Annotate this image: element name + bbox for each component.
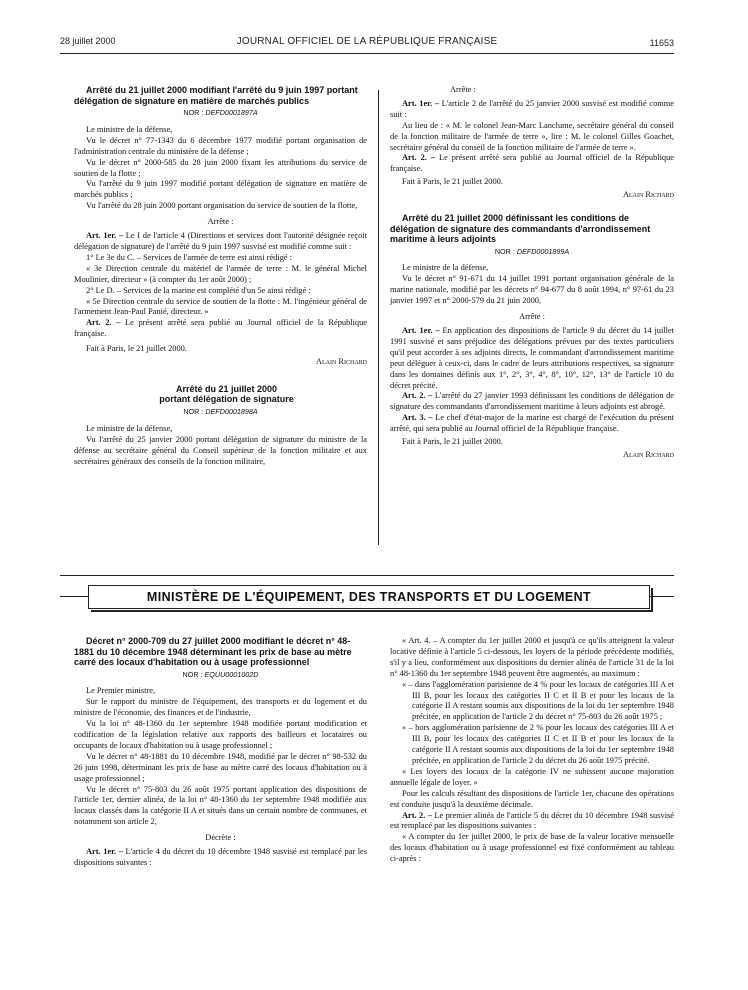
ministry-right-line	[650, 596, 674, 597]
list	[390, 680, 674, 767]
paragraph: Le Premier ministre,	[86, 686, 156, 696]
list-item: « – hors agglomération parisienne de 2 % pour les locaux des catégories III A et III B, pour les locaux des catégories II C et II B et pour les locaux de la catégorie II A restant soumis aux dispositions de la loi du 1er septembre 1948 précitée, en application de l'article 2 du décret du 26 août 1975 précité.	[402, 723, 674, 765]
article-1: Art. 1er. – L'article 4 du décret du 10 décembre 1948 susvisé est remplacé par les dispositions suivantes :	[74, 847, 368, 867]
article-2: Art. 2. – L'arrêté du 27 janvier 1993 définissant les conditions de délégation de signature des commandants d'arrondissement maritime à leurs adjoints est abrogé.	[390, 391, 675, 412]
column-divider	[378, 90, 379, 545]
arrete-heading: Arrête :	[207, 217, 234, 227]
paragraph: Le ministre de la défense,	[86, 423, 173, 433]
page-header	[60, 36, 674, 52]
signatory: Alain Richard	[315, 357, 367, 367]
right-column	[390, 85, 674, 461]
paragraph: Vu l'arrêté du 25 janvier 2000 portant délégation de signature du ministre de la défense au secrétaire général du Conseil supérieur de la fonction militaire et aux secrétaires généraux des conseils de la fonction militaire,	[74, 434, 367, 466]
arrete-heading: Arrête :	[519, 312, 545, 322]
paragraph: Sur le rapport du ministre de l'équipement, des transports et du logement et du ministre de l'économie, des finances et de l'industrie,	[74, 697, 367, 718]
left-column	[74, 85, 367, 467]
header-date: 28 juillet 2000	[60, 36, 116, 46]
arrete-1-title: Arrêté du 21 juillet 2000 modifiant l'arrêté du 9 juin 1997 portant délégation de signature en matière de marchés publics	[74, 85, 358, 106]
paragraph: Pour les calculs résultant des dispositions de l'article 1er, chacune des opérations est conduite jusqu'à la deuxième décimale.	[390, 788, 674, 809]
signature-date: Fait à Paris, le 21 juillet 2000.	[402, 437, 503, 447]
ministry-top-rule	[60, 575, 674, 576]
paragraph: Vu la loi n° 48-1360 du 1er septembre 1948 modifiée portant modification et codification de la législation relative aux rapports des bailleurs et locataires ou occupants de locaux d'habitation ou à usage professionnel ;	[74, 719, 367, 750]
paragraph: Vu l'arrêté du 9 juin 1997 modifié portant délégation de signature en matière de marchés publics ;	[74, 179, 367, 200]
paragraph: Vu le décret n° 75-803 du 26 août 1975 portant application des dispositions de l'article 1er, dernier alinéa, de la loi n° 48-1360 du 1er septembre 1948 modifiée aux locaux classés dans la catégorie II A et situés dans un certain nombre de communes, et notamment son article 2,	[74, 784, 367, 827]
arrete-2-title: Arrêté du 21 juillet 2000	[175, 383, 278, 394]
paragraph: Vu le décret n° 77-1343 du 6 décembre 1977 modifié portant organisation de l'administration centrale du ministère de la défense ;	[74, 135, 367, 156]
decret-nor: NOR : EQUU0001002D	[182, 669, 259, 679]
signature-date: Fait à Paris, le 21 juillet 2000.	[402, 177, 503, 187]
ministry-title: MINISTÈRE DE L'ÉQUIPEMENT, DES TRANSPORTS ET DU LOGEMENT	[88, 585, 650, 609]
bottom-right-column	[390, 636, 674, 865]
signatory: Alain Richard	[622, 190, 674, 200]
paragraph: Le ministre de la défense,	[402, 263, 489, 273]
article-3: Art. 3. – Le chef d'état-major de la marine est chargé de l'exécution du présent arrêté, qui sera publié au Journal officiel de la République française.	[390, 413, 674, 434]
decrete-heading: Décrète :	[205, 833, 236, 843]
paragraph: Le ministre de la défense,	[86, 124, 173, 134]
page-number: 11653	[649, 38, 674, 48]
arrete-3-nor: NOR : DEFD0001899A	[494, 246, 570, 256]
bottom-left-column	[74, 636, 367, 869]
paragraph: Vu le décret n° 2000-585 du 28 juin 2000 fixant les attributions du service de soutien de la flotte ;	[74, 157, 367, 178]
paragraph: Vu l'arrêté du 28 juin 2000 portant organisation du service de soutien de la flotte,	[86, 201, 358, 211]
article-2: Art. 2. – Le premier alinéa de l'article 5 du décret du 10 décembre 1948 susvisé est remplacé par les dispositions suivantes :	[390, 810, 674, 831]
paragraph: « 3e Direction centrale du matériel de l'armée de terre : M. le général Michel Moulinier, directeur » (à compter du 1er août 2000) ;	[74, 263, 367, 284]
paragraph: « A compter du 1er juillet 2000, le prix de base de la valeur locative mensuelle des locaux d'habitation ou à usage professionnel est fixé conformément au tableau ci-après :	[390, 832, 674, 864]
paragraph: 1° Le 3e du C. – Services de l'armée de terre est ainsi rédigé :	[86, 252, 293, 262]
arrete-2-nor: NOR : DEFD0001898A	[183, 406, 258, 416]
journal-title: JOURNAL OFFICIEL DE LA RÉPUBLIQUE FRANÇAISE	[236, 36, 498, 47]
article-2: Art. 2. – Le présent arrêté sera publié au Journal officiel de la République française.	[390, 153, 675, 174]
signature-date: Fait à Paris, le 21 juillet 2000.	[86, 344, 187, 354]
paragraph: Vu le décret n° 48-1881 du 10 décembre 1948, modifié par le décret n° 98-532 du 26 juin 1998, déterminant les prix de base au mètre carré des locaux d'habitation ou à usage professionnel ;	[74, 751, 367, 783]
article-1: Art. 1er. – Le I de l'article 4 (Directions et services dont l'autorité désignée reçoit délégation de signature) de l'arrêté du 9 juin 1997 susvisé est modifié comme suit :	[74, 231, 367, 251]
signatory: Alain Richard	[622, 449, 674, 459]
article-1: Art. 1er. – En application des dispositions de l'article 9 du décret du 14 juillet 1991 susvisé et sans préjudice des délégations prévues par des textes particuliers qu'il peut accorder à ses adjoints directs, le commandant d'arrondissement maritime peut déléguer à ceux-ci, dans le cadre de leurs attributions respectives, sa signature dans les domaines définis aux 1°, 2°, 3°, 4°, 8°, 10°, 12°, 13° de l'article 10 du décret précité.	[390, 326, 675, 390]
header-divider	[60, 53, 674, 54]
paragraph: Vu le décret n° 91-671 du 14 juillet 1991 portant organisation générale de la marine nationale, modifié par les décrets n° 94-677 du 8 août 1994, n° 97-61 du 23 janvier 1997 et n° 2000-579 du 21 juin 2000,	[390, 274, 674, 306]
article-1: Art. 1er. – L'article 2 de l'arrêté du 25 janvier 2000 susvisé est modifié comme suit :	[390, 98, 675, 119]
list-item: « – dans l'agglomération parisienne de 4 % pour les locaux de catégories III A et III B, pour les locaux des catégories II C et II B et pour les locaux de la catégorie II A restant soumis aux dispositions de la loi du 1er septembre 1948 précitée, en application de l'article 2 du décret n° 75-803 du 26 août 1975 ;	[402, 679, 674, 722]
paragraph: 2° Le D. – Services de la marine est complété d'un 5e ainsi rédigé :	[86, 285, 311, 295]
arrete-2-subtitle: portant délégation de signature	[159, 394, 294, 405]
paragraph: « 5e Direction centrale du service de soutien de la flotte : M. l'ingénieur général de l'armement Jean-Paul Panié, directeur. »	[74, 296, 367, 317]
paragraph: Au lieu de : « M. le colonel Jean-Marc Lanclume, secrétaire général du conseil de la fonction militaire de l'armée de terre », lire : M. le colonel Gilles Goachet, secrétaire général du conseil de la fonction militaire de l'armée de terre ».	[390, 120, 674, 152]
paragraph: « Art. 4. – A compter du 1er juillet 2000 et jusqu'à ce qu'ils atteignent la valeur locative définie à l'article 5 ci-dessous, les loyers de la période précédente modifiés, s'il y a lieu, conformément aux dispositions du dernier alinéa de l'article 31 de la loi n° 48-1360 du 1er septembre 1948 peuvent être augmentés, au maximum :	[390, 636, 674, 678]
arrete-1-nor: NOR : DEFD0001897A	[183, 108, 258, 117]
decret-title: Décret n° 2000-709 du 27 juillet 2000 modifiant le décret n° 48-1881 du 10 décembre 1948 déterminant les prix de base au mètre carré des locaux d'habitation ou à usage professionnel	[74, 636, 352, 667]
arrete-heading: Arrête :	[450, 85, 476, 94]
arrete-3-title: Arrêté du 21 juillet 2000 définissant les conditions de délégation de signature des commandants d'arrondissement maritime à leurs adjoints	[390, 213, 651, 245]
article-2: Art. 2. – Le présent arrêté sera publié au Journal officiel de la République française.	[74, 318, 368, 339]
ministry-left-line	[60, 596, 88, 597]
paragraph: « Les loyers des locaux de la catégorie IV ne subissent aucune majoration annuelle légale de loyer. »	[390, 766, 674, 787]
